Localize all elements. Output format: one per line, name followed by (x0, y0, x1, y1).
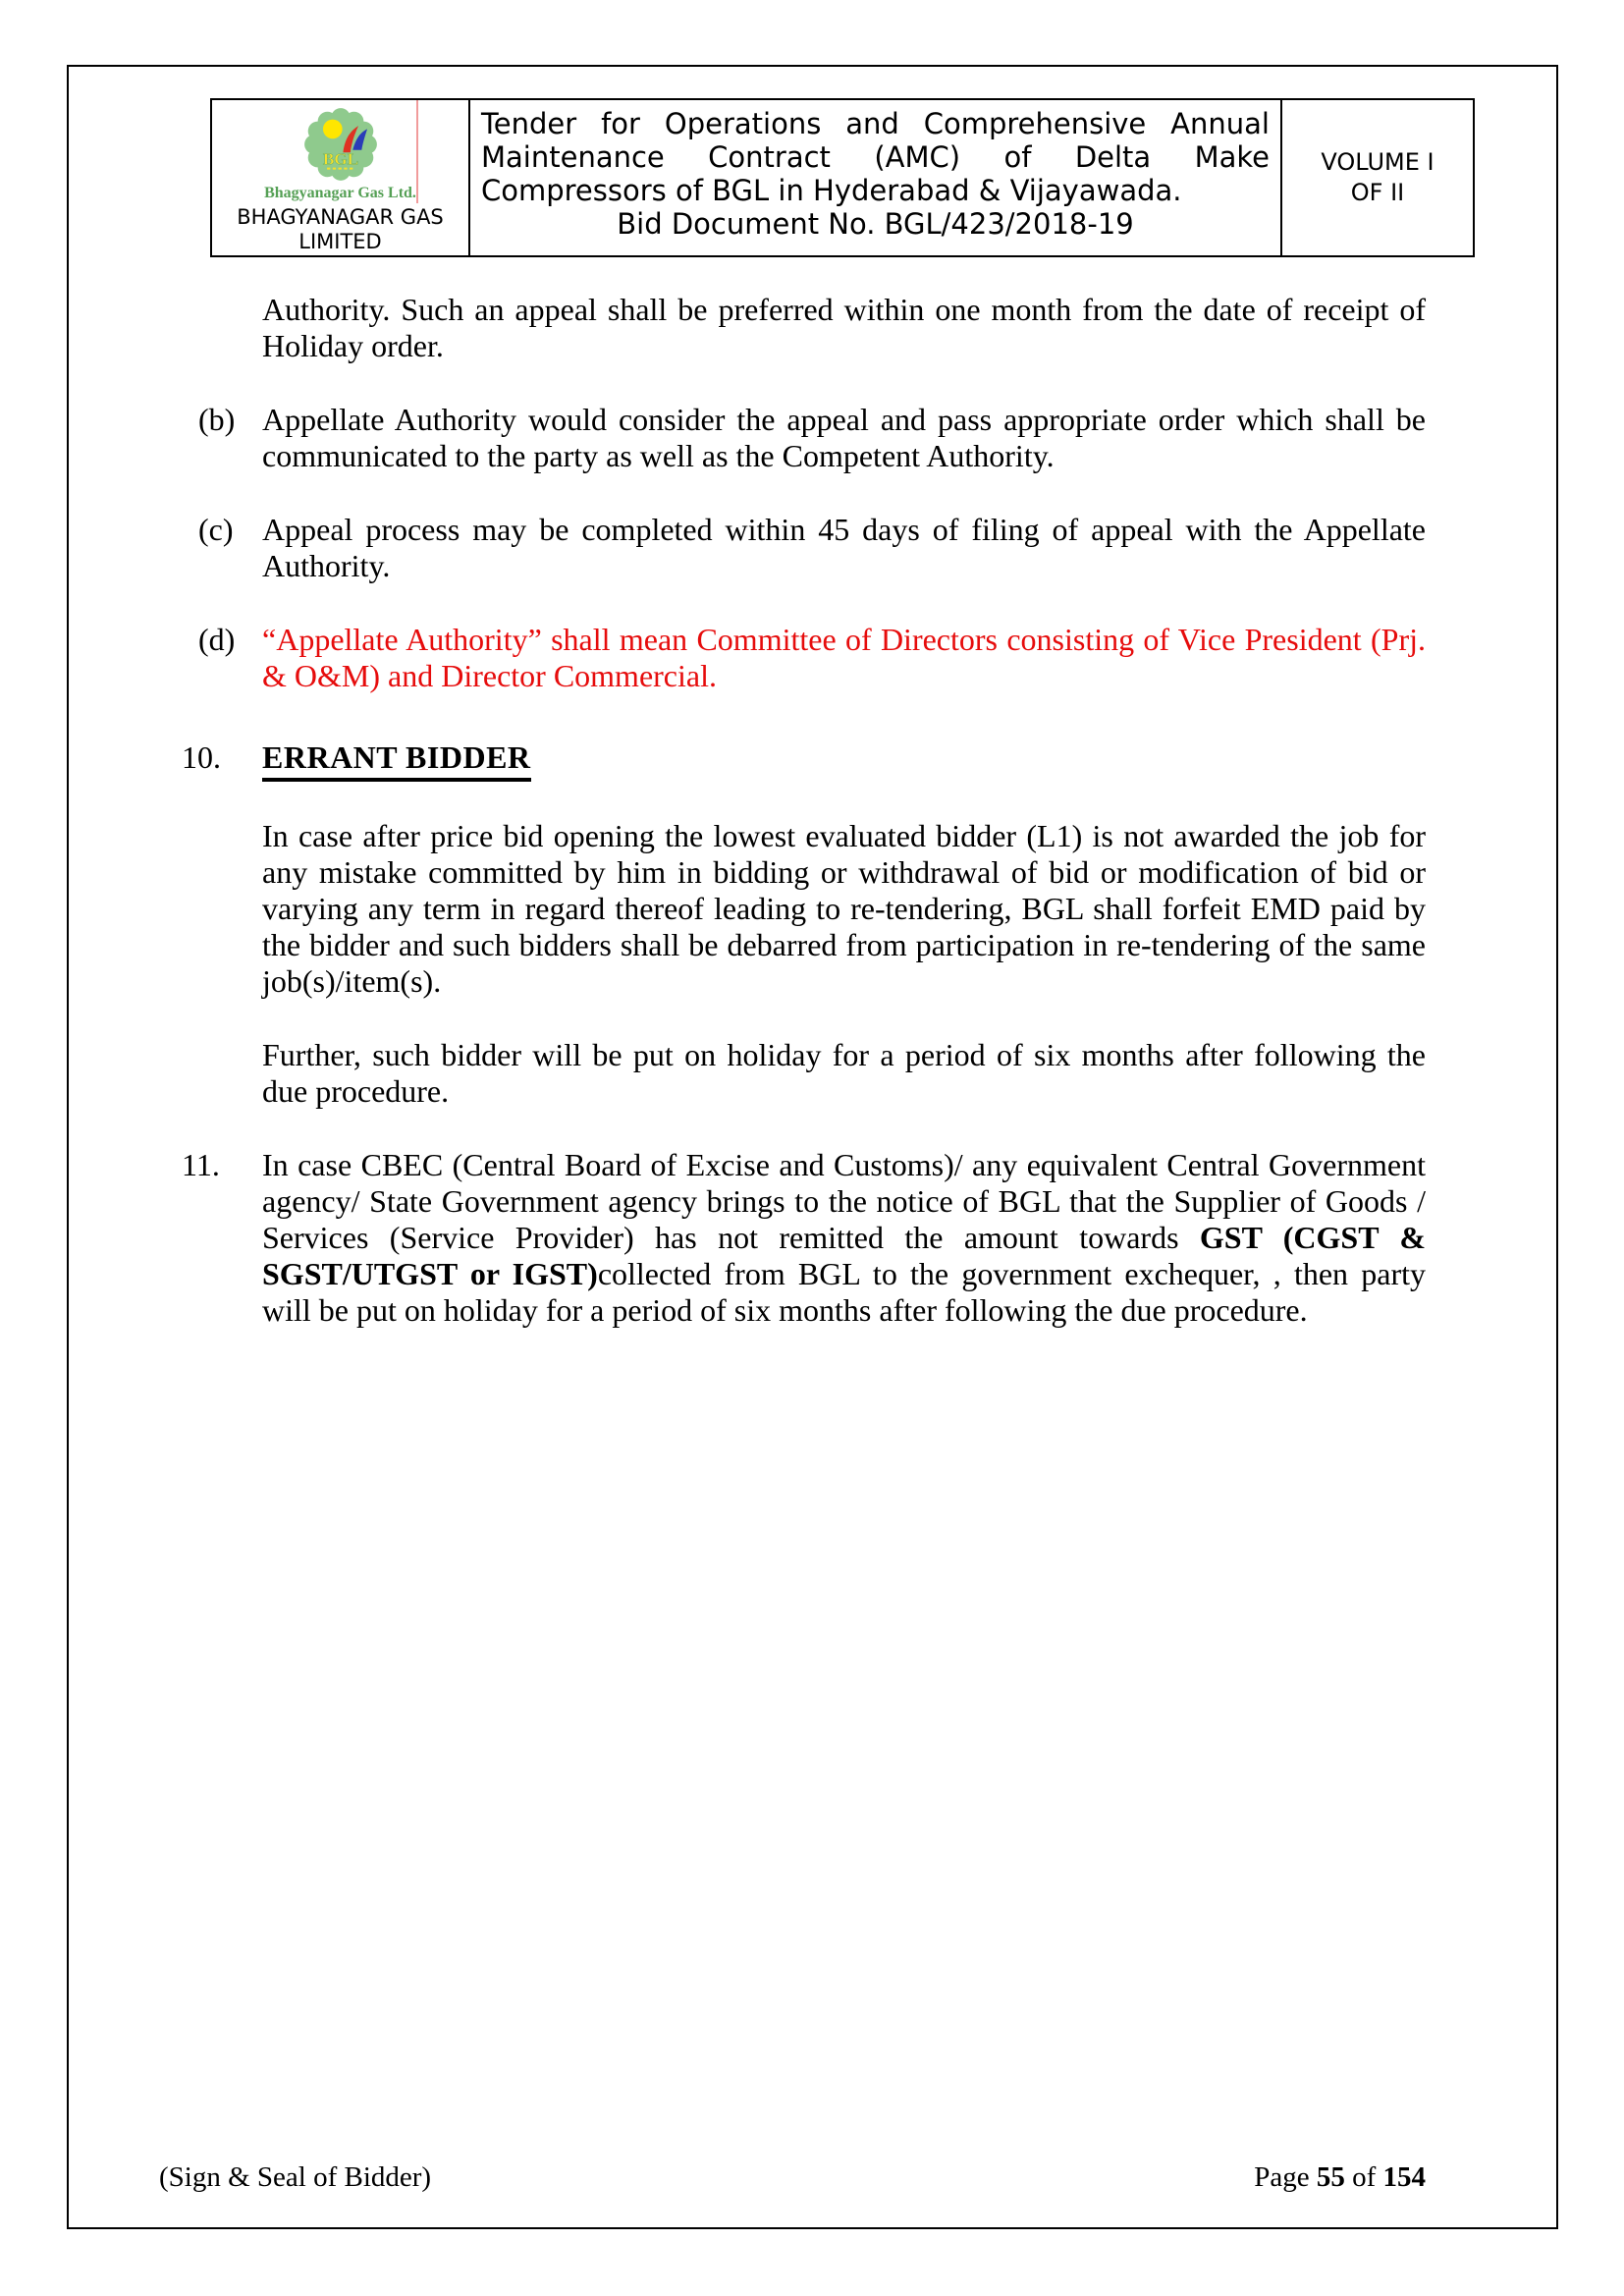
section-10-paragraph-2: Further, such bidder will be put on holiday for a period of six months after following the due procedure. (262, 1037, 1426, 1109)
logo-cell (212, 100, 470, 255)
page-total: 154 (1382, 2161, 1426, 2193)
list-item-d (198, 622, 1426, 694)
section-10-paragraph-1: In case after price bid opening the lowest evaluated bidder (L1) is not awarded the job for any mistake committed by him in bidding or withdrawal of bid or modification of bid or varying any term in regard thereof leading to re-tendering, BGL shall forfeit EMD paid by the bidder and such bidders shall be debarred from participation in re-tendering of the same job(s)/item(s). (262, 818, 1426, 999)
page-label: Page (1254, 2161, 1310, 2193)
title-cell (470, 100, 1282, 255)
list-item-b (198, 402, 1426, 474)
bgl-logo-icon (300, 104, 381, 185)
section-number: 10. (182, 739, 221, 775)
volume-cell (1282, 100, 1473, 255)
section-11-bold-text: GST (CGST & SGST/UTGST or IGST) (262, 1220, 1427, 1291)
section-11-text-before: In case CBEC (Central Board of Excise and Customs)/ any equivalent Central Government agency/ State Government agency brings to the notice of BGL that the Supplier of Goods / Services (Service Provider) has not remitted the amount towards (262, 1147, 1426, 1255)
page-border (67, 65, 1558, 2229)
logo-caption: Bhagyanagar Gas Ltd. (264, 185, 416, 201)
list-item-text: Appeal process may be completed within 45 days of filing of appeal with the Appellate Authority. (262, 512, 1426, 583)
section-11-text (262, 1147, 1426, 1328)
list-item-text: “Appellate Authority” shall mean Committee of Directors consisting of Vice President (Prj. & O&M) and Director Commercial. (262, 622, 1426, 693)
section-number: 11. (182, 1147, 220, 1182)
vertical-red-rule (416, 100, 418, 203)
company-name: BHAGYANAGAR GAS LIMITED (237, 205, 444, 253)
tender-title-line: Compressors of BGL in Hyderabad & Vijayawada. (481, 174, 1182, 207)
volume-line: OF II (1350, 179, 1405, 206)
tender-title-line: Tender for Operations and Comprehensive Annual (481, 107, 1270, 140)
document-header-table (210, 98, 1475, 257)
page-separator: of (1352, 2161, 1377, 2193)
list-item-text: Appellate Authority would consider the appeal and pass appropriate order which shall be communicated to the party as well as the Competent Authority. (262, 402, 1426, 473)
page-footer (159, 2160, 1426, 2194)
section-10-heading (182, 739, 1426, 782)
bgl-badge-text: BGL (322, 149, 358, 169)
sign-seal-note: (Sign & Seal of Bidder) (159, 2161, 432, 2193)
page-number (1254, 2160, 1426, 2194)
sun-icon (322, 120, 342, 139)
section-heading-text: ERRANT BIDDER (262, 739, 531, 782)
list-item-c (198, 512, 1426, 584)
document-body (69, 257, 1556, 1366)
list-item-label: (b) (198, 402, 236, 437)
intro-paragraph: Authority. Such an appeal shall be preferred within one month from the date of receipt of Holiday order. (262, 292, 1426, 363)
page-current: 55 (1316, 2161, 1345, 2193)
list-item-label: (d) (198, 622, 236, 657)
tender-title-line: Maintenance Contract (AMC) of Delta Make (481, 140, 1270, 174)
bid-document-number: Bid Document No. BGL/423/2018-19 (617, 207, 1134, 241)
section-11-text-after: collected from BGL to the government exchequer, , then party will be put on holiday for a period of six months after following the due procedure. (262, 1256, 1427, 1328)
list-item-label: (c) (198, 512, 234, 547)
section-11-paragraph (182, 1147, 1427, 1329)
volume-line: VOLUME I (1321, 148, 1435, 176)
